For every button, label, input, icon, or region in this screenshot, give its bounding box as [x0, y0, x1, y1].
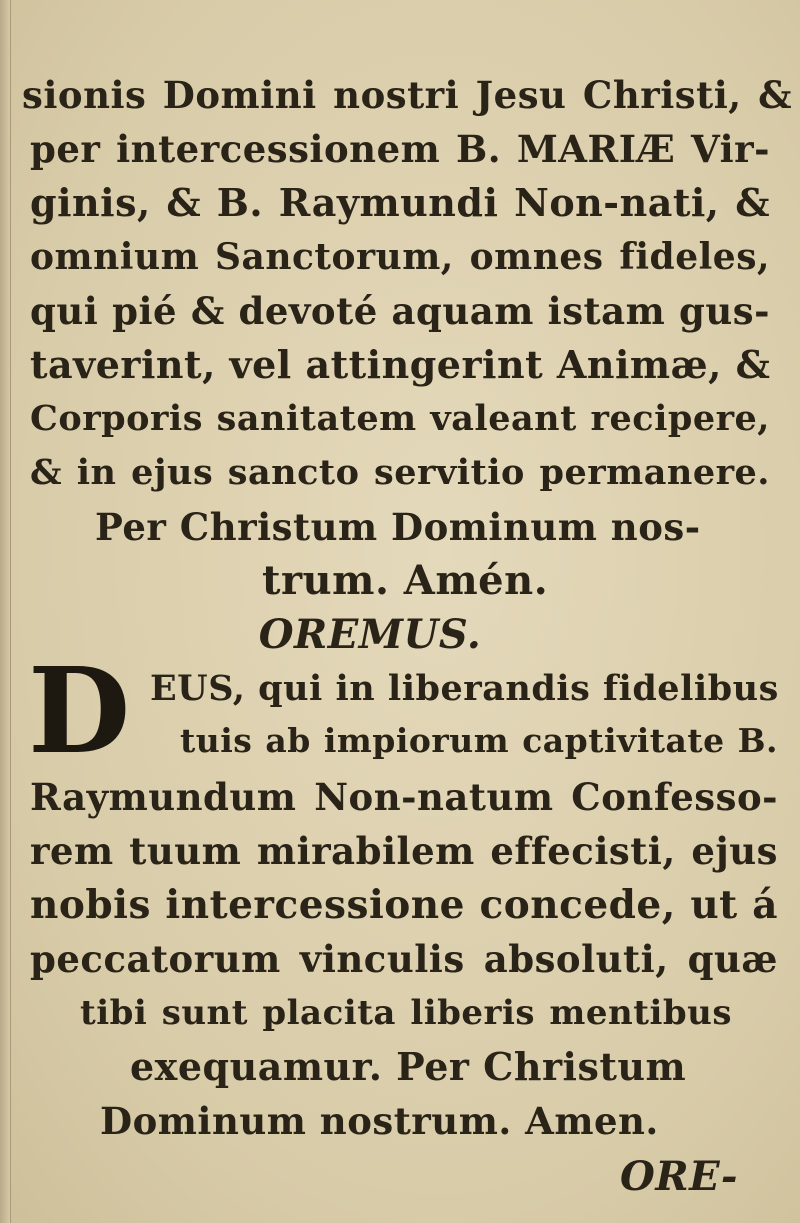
page-gutter [0, 0, 11, 1223]
text-line-7: Corporis sanitatem valeant recipere, [30, 398, 770, 439]
catchword: ORE- [620, 1153, 738, 1200]
prayer-line-2: tuis ab impiorum captivitate B. [180, 721, 778, 760]
prayer-line-1: EUS, qui in liberandis fidelibus [150, 668, 779, 709]
text-line-6: taverint, vel attingerint Animæ, & [30, 342, 771, 387]
text-line-8: & in ejus sancto servitio permanere. [30, 452, 770, 493]
text-line-9: Per Christum Dominum nos- [95, 505, 701, 549]
prayer-line-7: tibi sunt placita liberis mentibus [80, 993, 732, 1033]
text-line-4: omnium Sanctorum, omnes fideles, [30, 236, 770, 278]
text-line-3: ginis, & B. Raymundi Non-nati, & [30, 180, 770, 225]
prayer-line-5: nobis intercessione concede, ut á [30, 882, 778, 928]
prayer-line-9: Dominum nostrum. Amen. [100, 1099, 659, 1143]
text-line-5: qui pié & devoté aquam istam gus- [30, 289, 770, 333]
oremus-heading: OREMUS. [258, 611, 482, 658]
prayer-line-4: rem tuum mirabilem effecisti, ejus [30, 829, 778, 873]
drop-cap: D [28, 641, 131, 780]
prayer-line-8: exequamur. Per Christum [130, 1044, 687, 1089]
prayer-line-6: peccatorum vinculis absoluti, quæ [30, 937, 778, 981]
prayer-line-3: Raymundum Non-natum Confesso- [30, 775, 778, 819]
text-line-2: per intercessionem B. MARIÆ Vir- [30, 127, 770, 171]
text-line-1: sionis Domini nostri Jesu Christi, & [22, 73, 792, 117]
text-line-10: trum. Amén. [262, 557, 549, 604]
